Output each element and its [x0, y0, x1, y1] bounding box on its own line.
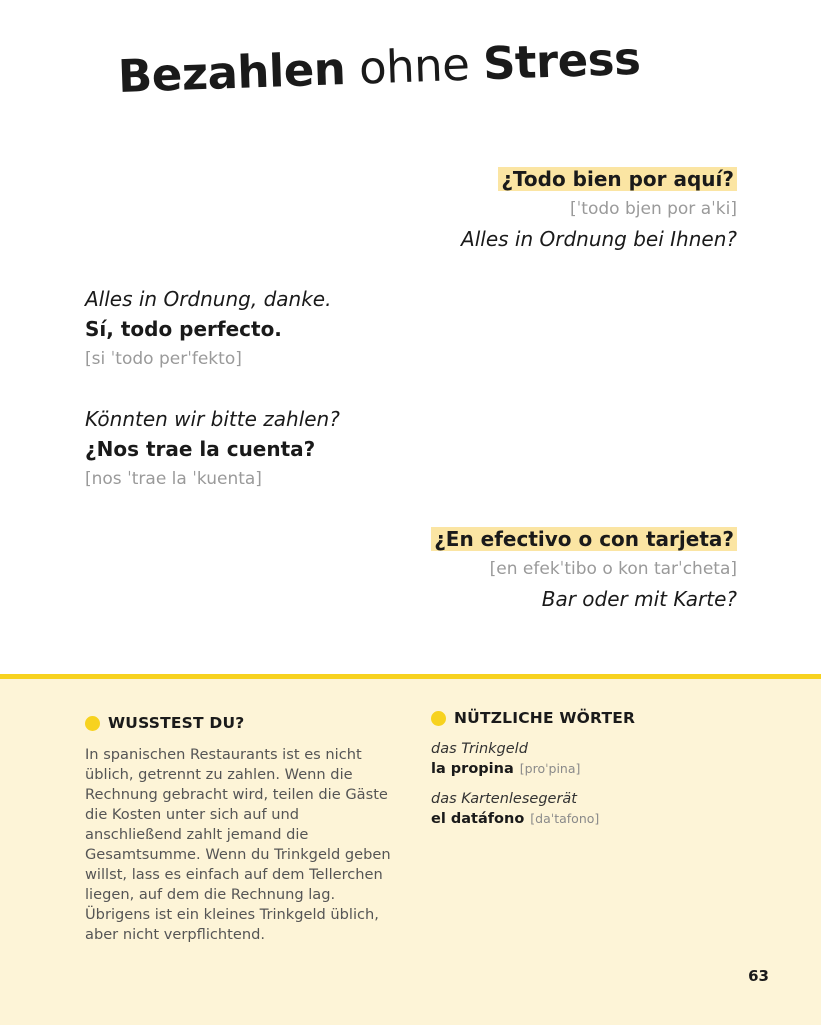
spanish-phrase: ¿Nos trae la cuenta?: [85, 437, 316, 461]
useful-words-heading: [431, 709, 635, 727]
info-panel: [0, 674, 821, 1025]
vocab-spanish: el datáfono: [431, 811, 525, 827]
dialogue-block-waiter-2: [431, 524, 737, 614]
title-part-2: ohne: [358, 37, 471, 95]
vocab-phonetic: [daˈtafono]: [530, 811, 600, 826]
vocab-german: das Kartenlesegerät: [431, 791, 577, 807]
dialogue-block-guest-1: [85, 284, 331, 374]
vocab-item: [431, 739, 580, 779]
vocab-item: [431, 789, 599, 829]
title-part-1: Bezahlen: [117, 42, 347, 103]
phonetic-transcription: [si ˈtodo perˈfekto]: [85, 349, 242, 369]
dialogue-block-waiter-1: [461, 164, 737, 254]
german-translation: Alles in Ordnung bei Ihnen?: [461, 227, 737, 251]
did-you-know-text: In spanischen Restaurants ist es nicht üblich, getrennt zu zahlen. Wenn die Rechnung gebracht wird, teilen die Gäste die Kosten unter sich auf und anschließend zahlt jemand die Gesamtsumme. Wenn du Trinkgeld geben willst, lass es einfach auf dem Tellerchen liegen, auf dem die Rechnung lag. Übrigens ist ein kleines Trinkgeld üblich, aber nicht verpflichtend.: [85, 746, 391, 943]
phonetic-transcription: [en efekˈtibo o kon tarˈcheta]: [489, 559, 737, 579]
useful-words-heading-label: NÜTZLICHE WÖRTER: [454, 709, 636, 727]
phonetic-transcription: [ˈtodo bjen por aˈki]: [570, 199, 737, 219]
vocab-phonetic: [proˈpina]: [519, 761, 581, 776]
page-title: [117, 31, 642, 103]
german-translation: Könnten wir bitte zahlen?: [85, 407, 340, 431]
spanish-phrase: ¿En efectivo o con tarjeta?: [431, 527, 737, 551]
spanish-phrase: ¿Todo bien por aquí?: [498, 167, 737, 191]
spanish-phrase: Sí, todo perfecto.: [85, 317, 282, 341]
german-translation: Bar oder mit Karte?: [541, 587, 737, 611]
bullet-dot-icon: [85, 716, 100, 731]
dialogue-block-guest-2: [85, 404, 340, 494]
vocab-spanish: la propina: [431, 761, 514, 777]
page-number: 63: [748, 967, 769, 985]
vocab-german: das Trinkgeld: [431, 741, 528, 757]
bullet-dot-icon: [431, 711, 446, 726]
title-part-3: Stress: [482, 31, 642, 91]
german-translation: Alles in Ordnung, danke.: [85, 287, 332, 311]
did-you-know-heading-label: WUSSTEST DU?: [108, 714, 245, 732]
did-you-know-heading: [85, 714, 244, 732]
phonetic-transcription: [nos ˈtrae la ˈkuenta]: [85, 469, 262, 489]
